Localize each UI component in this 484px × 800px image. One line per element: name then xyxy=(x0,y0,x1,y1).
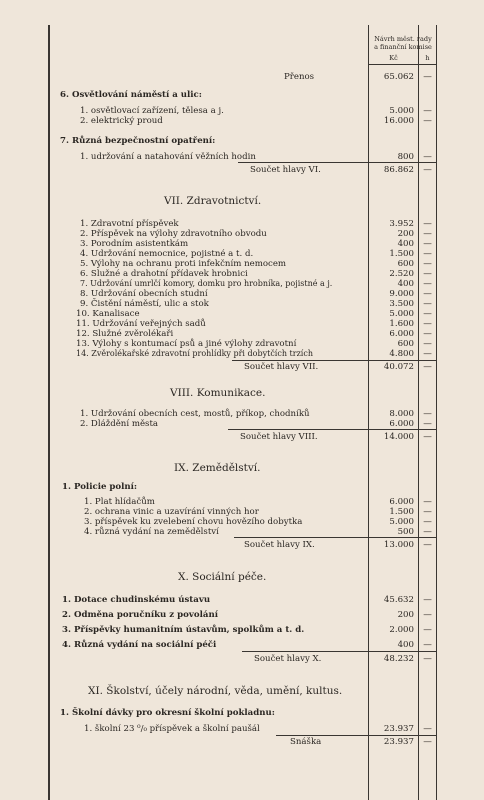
xi-item-label: 1. školní 23 ⁰/₀ příspěvek a školní paušál xyxy=(84,724,260,734)
sum-rule xyxy=(238,162,437,163)
vii-item-kc: 1.500 xyxy=(389,249,414,259)
sum-rule xyxy=(228,429,437,430)
kc-header: Kč xyxy=(389,54,398,62)
sum-h: — xyxy=(423,540,432,550)
viii-item-kc: 8.000 xyxy=(389,409,414,419)
vii-item-label: 8. Udržování obecních studní xyxy=(80,289,208,299)
snaska-label: Snáška xyxy=(290,737,322,747)
vii-item-h: — xyxy=(423,339,432,349)
right-rule xyxy=(436,25,437,800)
sum-label: Součet hlavy VIII. xyxy=(240,432,318,442)
ix-item-h: — xyxy=(423,497,432,507)
prenos-label: Přenos xyxy=(284,72,315,82)
sum-kc: 13.000 xyxy=(383,540,414,550)
sum-kc: 86.862 xyxy=(383,165,414,175)
vii-item-label: 3. Porodním asistentkám xyxy=(80,239,189,249)
x-item-h: — xyxy=(423,610,432,620)
vii-item-label: 13. Výlohy s kontumací psů a jiné výlohy zdravotní xyxy=(76,339,297,349)
column-title-line-1: Návrh měst. rady xyxy=(374,35,432,43)
vii-item-kc: 4.800 xyxy=(389,349,414,359)
vii-item-h: — xyxy=(423,329,432,339)
s6-item-label: 2. elektrický proud xyxy=(80,116,163,126)
viii-item-kc: 6.000 xyxy=(389,419,414,429)
vii-item-kc: 400 xyxy=(397,239,414,249)
column-title-line-2: a finanční komise xyxy=(374,43,432,51)
viii-item-h: — xyxy=(423,419,432,429)
snaska-kc: 23.937 xyxy=(383,737,414,747)
sum-h: — xyxy=(423,654,432,664)
section-viii-title: VIII. Komunikace. xyxy=(170,387,266,399)
ix-item-kc: 1.500 xyxy=(389,507,414,517)
x-item-h: — xyxy=(423,595,432,605)
sum-rule xyxy=(232,360,437,361)
vii-item-label: 4. Udržování nemocnice, pojistné a t. d. xyxy=(80,249,254,259)
xi-subsection-title: 1. Školní dávky pro okresní školní pokladnu: xyxy=(60,708,275,718)
section-6-title: 6. Osvětlování náměstí a ulic: xyxy=(60,90,202,100)
snaska-rule xyxy=(276,735,437,736)
x-item-label: 4. Různá vydání na sociální péči xyxy=(62,640,217,650)
sum-label: Součet hlavy VI. xyxy=(250,165,321,175)
viii-item-label: 1. Udržování obecních cest, mostů, příkop, chodníků xyxy=(80,409,310,419)
s7-item-label: 1. udržování a natahování věžních hodin xyxy=(80,152,256,162)
ix-item-h: — xyxy=(423,517,432,527)
ix-item-kc: 5.000 xyxy=(389,517,414,527)
section-vii-title: VII. Zdravotnictví. xyxy=(164,195,262,207)
section-ix-title: IX. Zemědělství. xyxy=(174,462,261,474)
x-item-label: 3. Příspěvky humanitním ústavům, spolkům a t. d. xyxy=(62,625,305,635)
vii-item-label: 6. Služné a drahotní přídavek hrobnici xyxy=(80,269,248,279)
section-7-title: 7. Různá bezpečnostní opatření: xyxy=(60,136,216,146)
ix-item-h: — xyxy=(423,507,432,517)
sum-label: Součet hlavy VII. xyxy=(244,362,319,372)
h-header: h xyxy=(425,54,430,62)
ix-subsection-title: 1. Policie polní: xyxy=(62,482,138,492)
ix-item-label: 4. různá vydání na zemědělství xyxy=(84,527,219,537)
vii-item-label: 10. Kanalisace xyxy=(76,309,140,319)
vii-item-label: 14. Zvěrolékařské zdravotní prohlídky při dobytčích trzích xyxy=(76,349,313,358)
sum-kc: 14.000 xyxy=(383,432,414,442)
sum-h: — xyxy=(423,432,432,442)
x-item-label: 1. Dotace chudinskému ústavu xyxy=(62,595,211,605)
prenos-kc: 65.062 xyxy=(383,72,414,82)
vii-item-kc: 400 xyxy=(397,279,414,289)
x-item-kc: 200 xyxy=(397,610,414,620)
vii-item-h: — xyxy=(423,349,432,359)
vii-item-h: — xyxy=(423,309,432,319)
sum-rule xyxy=(234,537,437,538)
vii-item-kc: 6.000 xyxy=(389,329,414,339)
vii-item-label: 7. Udržování umrlčí komory, domku pro hrobníka, pojistné a j. xyxy=(80,279,333,288)
vii-item-kc: 200 xyxy=(397,229,414,239)
prenos-h: — xyxy=(423,72,432,82)
ix-item-label: 1. Plat hlídačům xyxy=(84,497,155,507)
s6-item-h: — xyxy=(423,106,432,116)
vii-item-label: 11. Udržování veřejných sadů xyxy=(76,319,206,329)
snaska-h: — xyxy=(423,737,432,747)
ix-item-label: 2. ochrana vinic a uzavírání vinných hor xyxy=(84,507,259,517)
ix-item-kc: 6.000 xyxy=(389,497,414,507)
viii-item-h: — xyxy=(423,409,432,419)
sum-h: — xyxy=(423,362,432,372)
vii-item-kc: 600 xyxy=(397,339,414,349)
xi-item-kc: 23.937 xyxy=(383,724,414,734)
x-item-kc: 400 xyxy=(397,640,414,650)
vii-item-h: — xyxy=(423,229,432,239)
vii-item-kc: 9.000 xyxy=(389,289,414,299)
sum-rule xyxy=(242,651,437,652)
x-item-kc: 2.000 xyxy=(389,625,414,635)
vii-item-kc: 2.520 xyxy=(389,269,414,279)
x-item-kc: 45.632 xyxy=(383,595,414,605)
xi-item-h: — xyxy=(423,724,432,734)
x-item-h: — xyxy=(423,625,432,635)
x-item-h: — xyxy=(423,640,432,650)
vii-item-h: — xyxy=(423,219,432,229)
sum-label: Součet hlavy IX. xyxy=(244,540,315,550)
vii-item-h: — xyxy=(423,289,432,299)
vii-item-kc: 3.952 xyxy=(389,219,414,229)
ix-item-label: 3. příspěvek ku zvelebení chovu hovězího dobytka xyxy=(84,517,303,527)
vii-item-kc: 5.000 xyxy=(389,309,414,319)
vii-item-kc: 3.500 xyxy=(389,299,414,309)
vii-item-label: 9. Čistění náměstí, ulic a stok xyxy=(80,299,209,309)
s6-item-kc: 16.000 xyxy=(383,116,414,126)
section-xi-title: XI. Školství, účely národní, věda, umění, kultus. xyxy=(88,685,343,697)
vii-item-label: 5. Výlohy na ochranu proti infekčním nemocem xyxy=(80,259,287,269)
s7-item-kc: 800 xyxy=(397,152,414,162)
vii-item-h: — xyxy=(423,239,432,249)
ix-item-h: — xyxy=(423,527,432,537)
vii-item-label: 12. Služné zvěrolékaři xyxy=(76,329,174,339)
vii-item-h: — xyxy=(423,249,432,259)
vii-item-label: 1. Zdravotní příspěvek xyxy=(80,219,179,229)
vii-item-h: — xyxy=(423,259,432,269)
vii-item-h: — xyxy=(423,299,432,309)
s6-item-kc: 5.000 xyxy=(389,106,414,116)
header-rule xyxy=(368,64,437,65)
s6-item-label: 1. osvětlovací zařízení, tělesa a j. xyxy=(80,106,224,116)
viii-item-label: 2. Dláždění města xyxy=(80,419,159,429)
vii-item-kc: 600 xyxy=(397,259,414,269)
sum-kc: 48.232 xyxy=(383,654,414,664)
vii-item-h: — xyxy=(423,279,432,289)
sum-h: — xyxy=(423,165,432,175)
s6-item-h: — xyxy=(423,116,432,126)
vii-item-h: — xyxy=(423,269,432,279)
sum-kc: 40.072 xyxy=(383,362,414,372)
s7-item-h: — xyxy=(423,152,432,162)
left-rule xyxy=(48,25,50,800)
x-item-label: 2. Odměna poručníku z povolání xyxy=(62,610,218,620)
vii-item-label: 2. Příspěvek na výlohy zdravotního obvodu xyxy=(80,229,267,239)
vii-item-kc: 1.600 xyxy=(389,319,414,329)
section-x-title: X. Sociální péče. xyxy=(178,571,267,583)
sum-label: Součet hlavy X. xyxy=(254,654,322,664)
ix-item-kc: 500 xyxy=(397,527,414,537)
vii-item-h: — xyxy=(423,319,432,329)
